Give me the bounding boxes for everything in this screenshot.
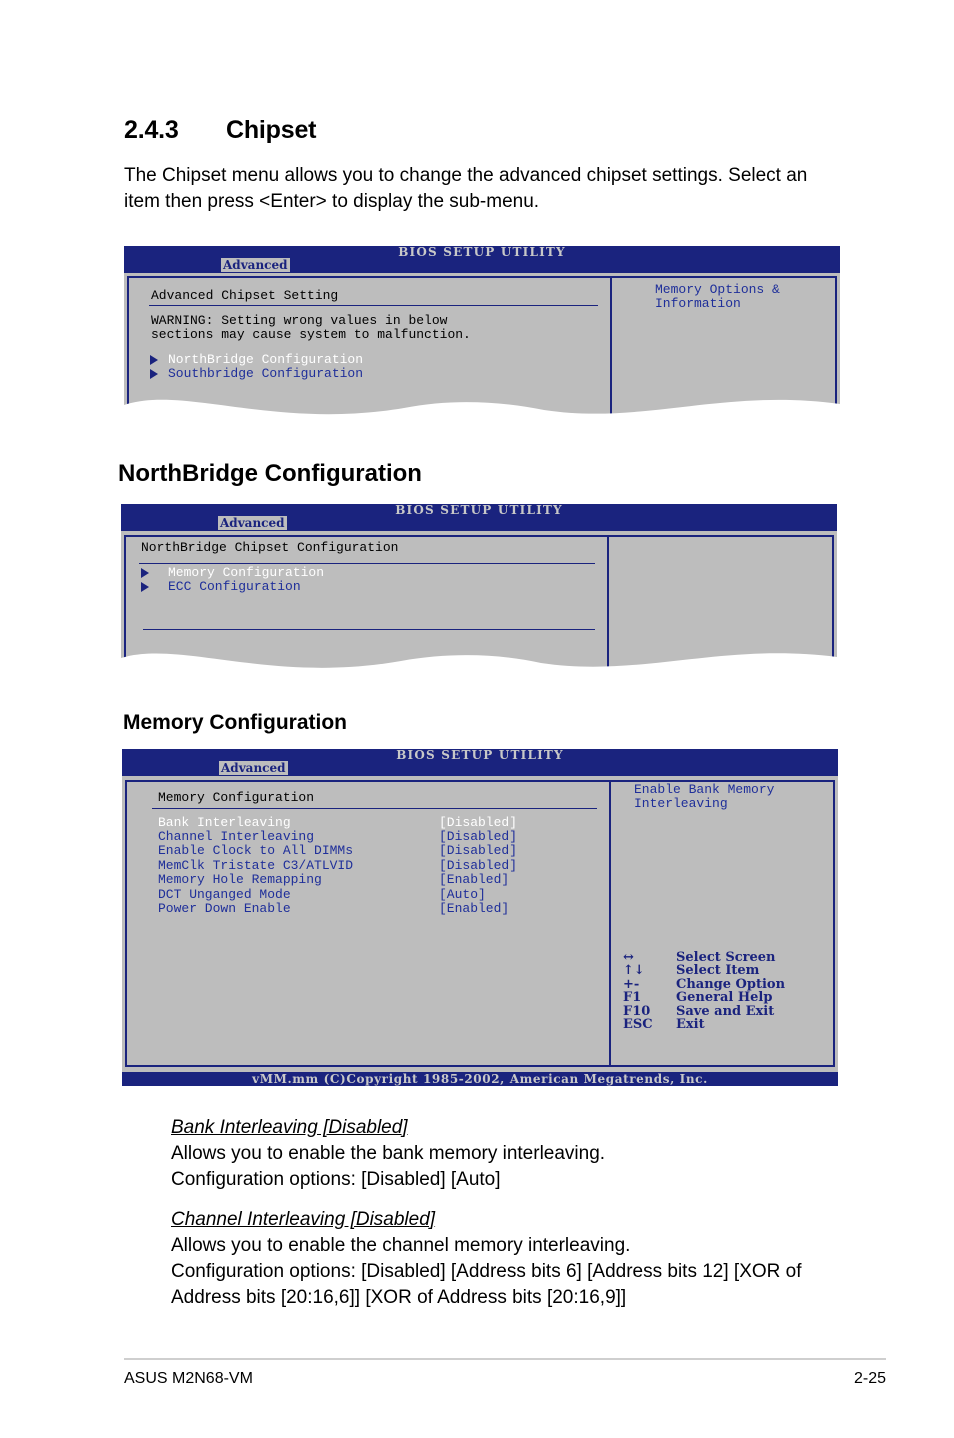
heading-underline <box>139 563 595 564</box>
key-select-item-icon: ↑↓ <box>623 963 645 978</box>
setting-dct-unganged-mode[interactable]: DCT Unganged Mode <box>158 887 291 902</box>
bios-footer-bar <box>122 1072 838 1086</box>
bios-titlebar <box>122 749 838 776</box>
key-change-option-label: Change Option <box>676 977 786 992</box>
section-number: 2.4.3 <box>124 116 179 144</box>
menu-item-northbridge[interactable]: NorthBridge Configuration <box>168 352 364 367</box>
frame-top <box>127 276 837 278</box>
key-exit-label: Exit <box>676 1017 705 1032</box>
bios-titlebar <box>124 246 840 273</box>
menu-item-ecc-configuration[interactable]: ECC Configuration <box>168 579 301 594</box>
description-options: Configuration options: [Disabled] [Address bits 6] [Address bits 12] [XOR of Address bits [20:16,6]] [XOR of Address bits [20:16,9]] <box>171 1261 802 1308</box>
setting-channel-interleaving[interactable]: Channel Interleaving <box>158 829 315 844</box>
key-f10: F10 <box>623 1004 651 1019</box>
value-enable-clock-dimms[interactable]: [Disabled] <box>439 843 518 858</box>
key-select-screen-icon: ↔ <box>623 950 634 965</box>
tab-advanced[interactable]: Advanced <box>221 761 286 775</box>
value-bank-interleaving[interactable]: [Disabled] <box>439 815 518 830</box>
value-memory-hole-remapping[interactable]: [Enabled] <box>439 872 510 887</box>
submenu-arrow-icon <box>141 568 149 578</box>
description-line: Allows you to enable the bank memory interleaving. <box>171 1143 606 1164</box>
key-general-help-label: General Help <box>676 990 773 1005</box>
northbridge-heading: NorthBridge Configuration <box>118 460 422 487</box>
setting-power-down-enable[interactable]: Power Down Enable <box>158 901 291 916</box>
value-dct-unganged-mode[interactable]: [Auto] <box>439 887 486 902</box>
setting-enable-clock-dimms[interactable]: Enable Clock to All DIMMs <box>158 843 354 858</box>
panel-heading: Memory Configuration <box>158 790 315 805</box>
bios-title: BIOS SETUP UTILITY <box>396 749 564 762</box>
value-memclk-tristate[interactable]: [Disabled] <box>439 858 518 873</box>
key-change-option-icon: +- <box>623 977 640 992</box>
tab-advanced[interactable]: Advanced <box>223 258 288 272</box>
page-footer <box>124 1358 886 1387</box>
key-save-exit-label: Save and Exit <box>676 1004 775 1019</box>
heading-underline <box>152 808 597 809</box>
help-line-2: Interleaving <box>634 796 728 811</box>
footer-product: ASUS M2N68-VM <box>124 1370 253 1387</box>
intro-text: The Chipset menu allows you to change the advanced chipset settings. Select an item then press <Enter> to display the sub-menu. <box>124 165 808 212</box>
menu-item-southbridge[interactable]: Southbridge Configuration <box>168 366 364 381</box>
footer-page-number: 2-25 <box>853 1370 886 1387</box>
key-esc: ESC <box>623 1017 653 1032</box>
submenu-arrow-icon <box>150 369 158 379</box>
help-line-1: Enable Bank Memory <box>634 782 775 797</box>
description-options: Configuration options: [Disabled] [Auto] <box>171 1169 501 1190</box>
key-select-screen-label: Select Screen <box>676 950 776 965</box>
heading-underline <box>149 305 598 306</box>
key-f1: F1 <box>623 990 642 1005</box>
panel-heading: Advanced Chipset Setting <box>151 288 339 303</box>
description-heading: Bank Interleaving [Disabled] <box>171 1117 408 1138</box>
panel-heading: NorthBridge Chipset Configuration <box>141 540 399 555</box>
memory-heading: Memory Configuration <box>123 711 347 734</box>
setting-bank-interleaving[interactable]: Bank Interleaving <box>158 815 291 830</box>
description-bank-interleaving <box>171 1115 871 1193</box>
bios-titlebar <box>121 504 837 531</box>
section-title: Chipset <box>226 116 317 144</box>
description-channel-interleaving <box>171 1207 831 1311</box>
help-line-2: Information <box>655 296 741 311</box>
bios-screen-northbridge <box>121 504 837 684</box>
bios-copyright: vMM.mm (C)Copyright 1985-2002, American Megatrends, Inc. <box>252 1072 708 1086</box>
bios-screen-chipset <box>124 246 840 430</box>
value-power-down-enable[interactable]: [Enabled] <box>439 901 510 916</box>
setting-memory-hole-remapping[interactable]: Memory Hole Remapping <box>158 872 322 887</box>
key-select-item-label: Select Item <box>676 963 760 978</box>
value-channel-interleaving[interactable]: [Disabled] <box>439 829 518 844</box>
bios-screen-memory <box>122 749 838 1086</box>
tab-advanced[interactable]: Advanced <box>220 516 285 530</box>
warning-line-2: sections may cause system to malfunction. <box>151 327 471 342</box>
frame-top <box>124 535 834 537</box>
frame-divider <box>609 780 611 1067</box>
submenu-arrow-icon <box>141 582 149 592</box>
torn-edge <box>124 390 840 430</box>
menu-item-memory-configuration[interactable]: Memory Configuration <box>168 565 325 580</box>
bottom-separator <box>143 629 595 630</box>
warning-line-1: WARNING: Setting wrong values in below <box>151 313 448 328</box>
section-heading <box>124 116 316 145</box>
help-line-1: Memory Options & <box>655 282 780 297</box>
bios-title: BIOS SETUP UTILITY <box>395 504 563 517</box>
setting-memclk-tristate[interactable]: MemClk Tristate C3/ATLVID <box>158 858 354 873</box>
torn-edge <box>121 644 837 684</box>
submenu-arrow-icon <box>150 355 158 365</box>
description-line: Allows you to enable the channel memory interleaving. <box>171 1235 631 1256</box>
description-heading: Channel Interleaving [Disabled] <box>171 1209 436 1230</box>
bios-title: BIOS SETUP UTILITY <box>398 246 566 259</box>
